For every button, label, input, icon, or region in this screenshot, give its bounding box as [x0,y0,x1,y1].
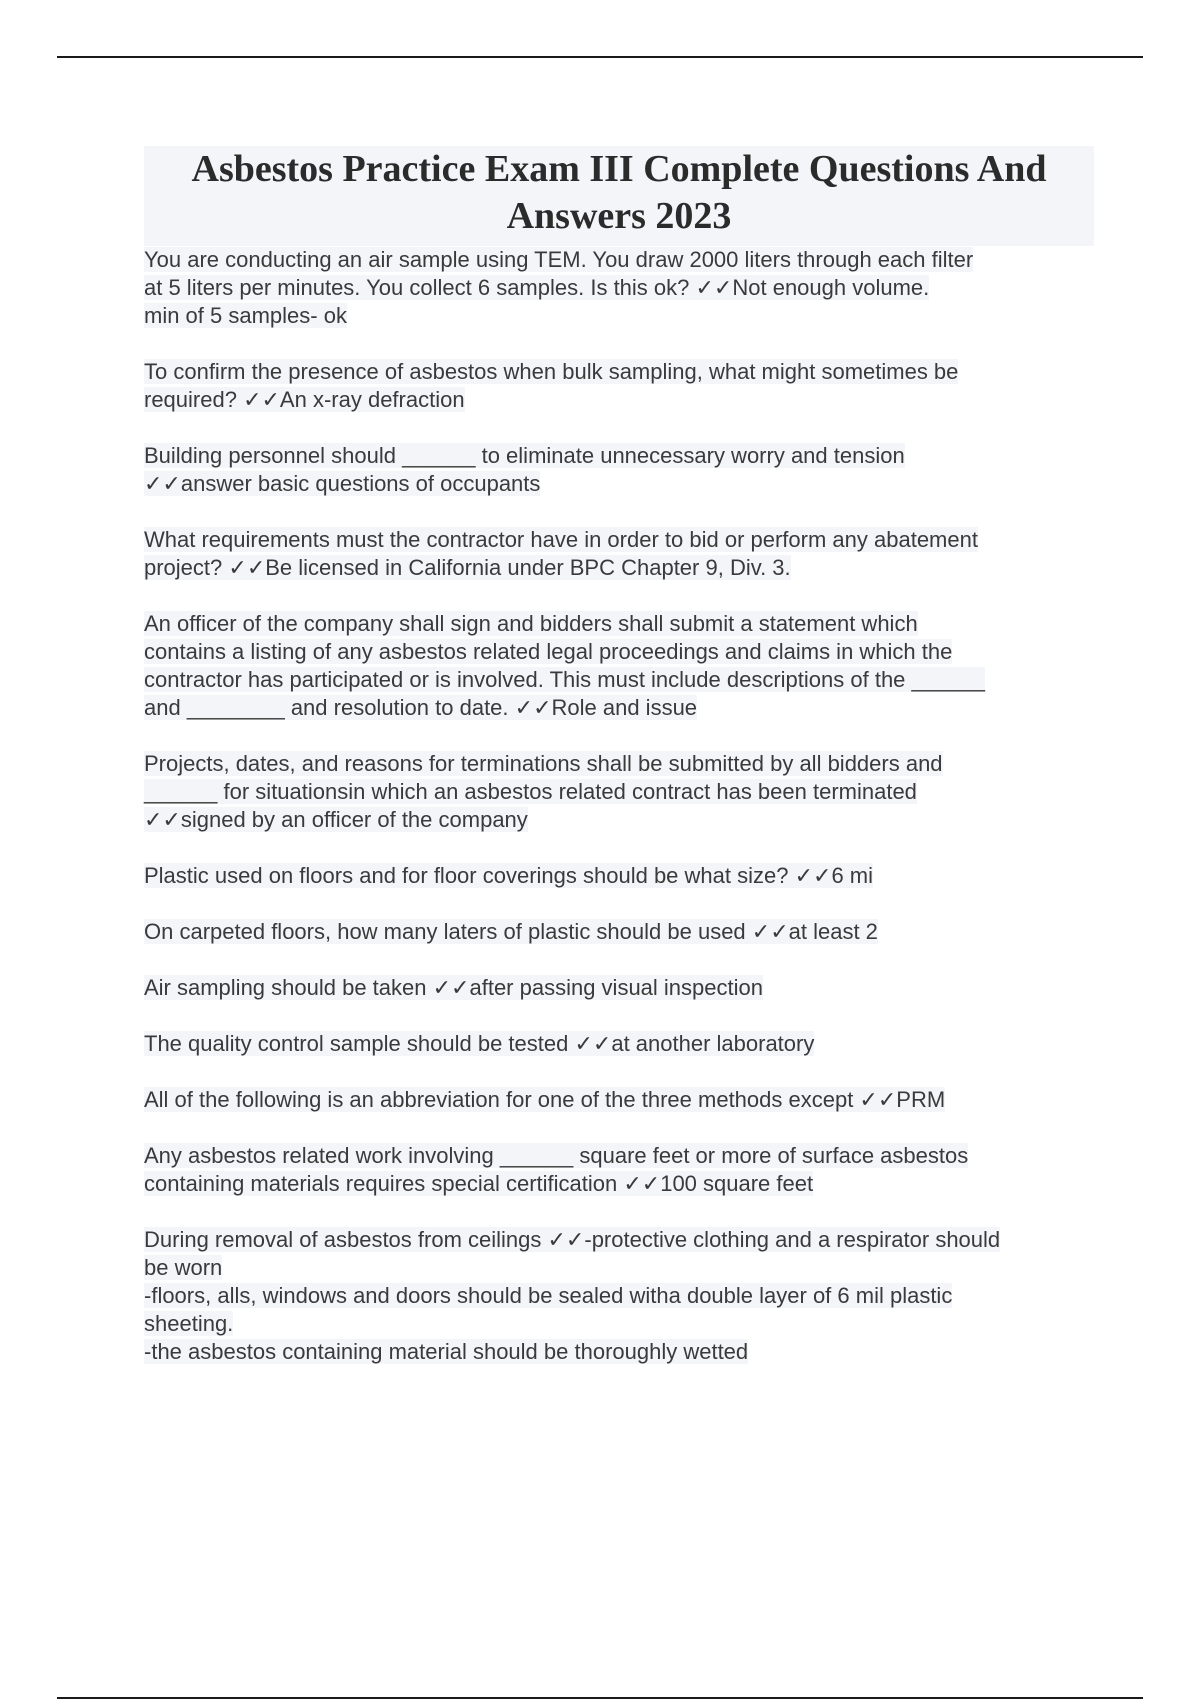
qa-text: What requirements must the contractor have in order to bid or perform any abatement project? ✓✓Be licensed in California under BPC Chapter 9, Div. 3. [144,527,978,580]
qa-item [144,246,1094,330]
qa-item [144,862,1094,890]
title-block [144,146,1094,246]
qa-item [144,974,1094,1002]
qa-text: The quality control sample should be tested ✓✓at another laboratory [144,1031,815,1056]
qa-text: An officer of the company shall sign and bidders shall submit a statement which contains a listing of any asbestos related legal proceedings and claims in which the contractor has participated or is involved. This must include descriptions of the ______ and ________ and resolution to date. ✓✓Role and issue [144,611,985,720]
bottom-rule [57,1697,1143,1699]
qa-text: During removal of asbestos from ceilings ✓✓-protective clothing and a respirator should be worn -floors, alls, windows and doors should be sealed witha double layer of 6 mil plastic sheeting. -the asbestos containing material should be thoroughly wetted [144,1227,1001,1364]
qa-item [144,1226,1094,1366]
qa-item [144,1142,1094,1198]
qa-text: Air sampling should be taken ✓✓after passing visual inspection [144,975,763,1000]
qa-text: All of the following is an abbreviation for one of the three methods except ✓✓PRM [144,1087,946,1112]
qa-item [144,750,1094,834]
qa-text: Plastic used on floors and for floor coverings should be what size? ✓✓6 mi [144,863,874,888]
qa-item [144,1030,1094,1058]
qa-item [144,442,1094,498]
top-rule [57,56,1143,58]
qa-text: To confirm the presence of asbestos when bulk sampling, what might sometimes be required? ✓✓An x-ray defraction [144,359,959,412]
qa-item [144,610,1094,722]
qa-item [144,1086,1094,1114]
qa-item [144,526,1094,582]
qa-item [144,358,1094,414]
qa-text: You are conducting an air sample using TEM. You draw 2000 liters through each filter at 5 liters per minutes. You collect 6 samples. Is this ok? ✓✓Not enough volume. min of 5 samples- ok [144,247,974,328]
qa-text: On carpeted floors, how many laters of plastic should be used ✓✓at least 2 [144,919,878,944]
qa-text: Projects, dates, and reasons for terminations shall be submitted by all bidders and ______ for situationsin which an asbestos related contract has been terminated ✓✓signed by an officer of the company [144,751,943,832]
qa-text: Building personnel should ______ to eliminate unnecessary worry and tension ✓✓answer basic questions of occupants [144,443,905,496]
qa-text: Any asbestos related work involving ______ square feet or more of surface asbestos containing materials requires special certification ✓✓100 square feet [144,1143,969,1196]
document-body [144,146,1094,1394]
qa-list [144,246,1094,1366]
qa-item [144,918,1094,946]
page-title: Asbestos Practice Exam III Complete Questions And Answers 2023 [191,148,1047,237]
